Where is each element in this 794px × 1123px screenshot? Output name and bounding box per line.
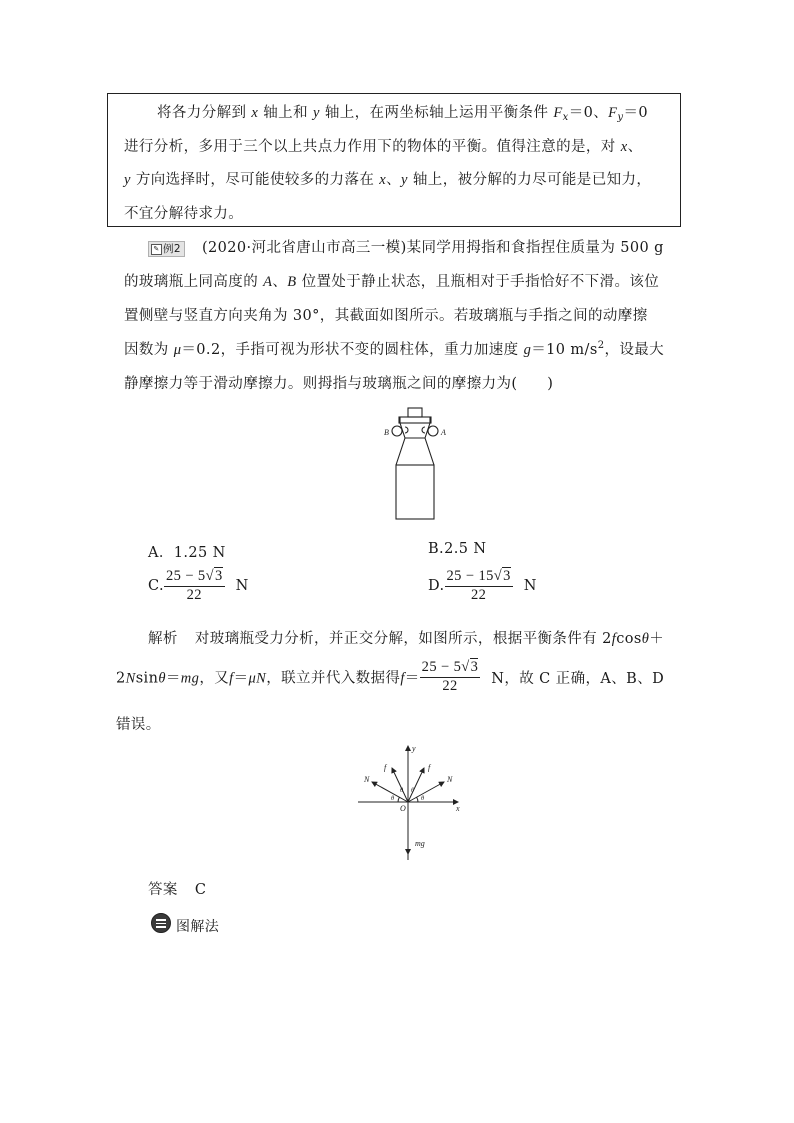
text: 、 — [386, 172, 402, 188]
var-theta: θ — [158, 670, 166, 687]
point-a: A — [263, 274, 273, 290]
text: 的玻璃瓶上同高度的 — [124, 274, 259, 290]
text: 轴上，在两坐标轴上运用平衡条件 — [324, 105, 549, 121]
label-b: B — [384, 428, 389, 437]
denominator: 22 — [442, 678, 458, 694]
bottle-collar — [399, 417, 431, 423]
text: (2020·河北省唐山市高三一模)某同学用拇指和食指捏住质量为 500 g — [202, 240, 664, 256]
angle-mark-left — [405, 427, 408, 433]
solution-fraction — [420, 659, 481, 695]
label-theta-2: θ — [400, 787, 404, 794]
text: 、 — [272, 274, 288, 290]
example-tag-label: 例2 — [163, 243, 181, 255]
text: cos — [616, 631, 642, 647]
angle-mark-right — [422, 427, 425, 433]
option-c-prefix: C. — [148, 578, 164, 594]
radicand: 3 — [470, 659, 479, 675]
example-line-4 — [124, 338, 664, 359]
text: ＝ — [165, 670, 181, 687]
text: 不宜分解待求力。 — [124, 206, 244, 222]
sqrt-sign: √ — [461, 659, 470, 675]
var-theta: θ — [641, 631, 650, 647]
finger-right — [428, 426, 438, 436]
text: N，故 C 正确，A、B、D — [491, 670, 665, 687]
method-line-1 — [157, 101, 648, 123]
var-n: N — [125, 670, 136, 687]
var-y: y — [124, 172, 131, 188]
force-fx: F — [553, 105, 563, 121]
var-mg: mg — [180, 670, 200, 687]
example-line-3 — [124, 304, 648, 325]
theta-arc-right — [417, 797, 419, 802]
example-line-2 — [124, 270, 659, 291]
force-diagram — [358, 742, 468, 862]
text: 将各力分解到 — [157, 105, 247, 121]
var-x: x — [379, 172, 387, 188]
text: ，又 — [199, 670, 230, 687]
text: 静摩擦力等于滑动摩擦力。则拇指与玻璃瓶之间的摩擦力为( ) — [124, 376, 554, 392]
option-b-text: B.2.5 N — [428, 541, 487, 557]
text: ＝10 m/s — [531, 342, 598, 358]
var-mu: μ — [173, 342, 182, 358]
option-a-text: A．1.25 N — [148, 545, 226, 561]
text: 轴上，被分解的力尽可能是已知力， — [412, 172, 652, 188]
text: ＝0、 — [568, 105, 609, 121]
text: 轴上和 — [263, 105, 308, 121]
text: 置侧壁与竖直方向夹角为 30°，其截面如图所示。若玻璃瓶与手指之间的动摩擦 — [124, 308, 648, 324]
text: 位置处于静止状态，且瓶相对于手指恰好不下滑。该位 — [301, 274, 660, 290]
list-icon — [151, 913, 171, 933]
solution-line-3 — [116, 713, 161, 734]
numerator: 25 − 5 — [421, 659, 462, 675]
solution-line-1 — [148, 627, 664, 648]
sub-x: x — [562, 112, 569, 123]
denominator: 22 — [186, 587, 202, 603]
answer-label: 答案 — [148, 882, 178, 898]
label-o: O — [400, 804, 406, 813]
option-c-fraction — [164, 568, 225, 604]
var-f: f — [400, 670, 405, 687]
text: ，联立并代入数据得 — [266, 670, 401, 687]
option-d[interactable] — [428, 568, 537, 604]
text: 对玻璃瓶受力分析，并正交分解，如图所示，根据平衡条件有 2 — [194, 631, 612, 647]
solution-label: 解析 — [148, 631, 178, 647]
text: 方向选择时，尽可能使较多的力落在 — [135, 172, 375, 188]
var-g: g — [523, 342, 532, 358]
option-d-prefix: D. — [428, 578, 445, 594]
radicand: 3 — [503, 568, 511, 584]
force-fy: F — [608, 105, 618, 121]
text: ＝ — [404, 670, 420, 687]
text: ，设最大 — [604, 342, 665, 358]
denominator: 22 — [471, 587, 487, 603]
finger-left — [392, 426, 402, 436]
answer-line — [148, 878, 206, 899]
method-line-2 — [124, 135, 642, 156]
label-x: x — [456, 804, 460, 813]
solution-line-2-head — [116, 671, 420, 687]
label-f-left: f — [384, 763, 387, 772]
var-f: f — [611, 631, 617, 647]
example-tag — [148, 241, 185, 257]
superscript: 2 — [597, 340, 605, 351]
method-line-4 — [124, 202, 243, 223]
point-b: B — [287, 274, 297, 290]
bottle-body — [396, 465, 434, 519]
numerator: 25 − 5 — [166, 568, 206, 584]
sub-y: y — [617, 112, 624, 123]
text: ＝0.2，手指可视为形状不变的圆柱体，重力加速度 — [181, 342, 519, 358]
label-theta-4: θ — [421, 795, 425, 802]
bottle-neck-top — [400, 417, 430, 423]
label-n-left: N — [364, 775, 370, 784]
text: 错误。 — [116, 717, 161, 733]
answer-value: C — [194, 882, 207, 898]
method-line-3 — [124, 168, 651, 189]
example-line-1 — [148, 236, 664, 257]
label-y: y — [412, 744, 416, 753]
option-a[interactable] — [148, 541, 226, 562]
var-x: x — [251, 105, 259, 121]
text: ＝ — [233, 670, 249, 687]
example-line-5 — [124, 372, 553, 393]
sqrt-sign: √ — [493, 568, 503, 584]
friction-left — [392, 768, 408, 802]
text: 、 — [627, 139, 643, 155]
bottle-figure — [370, 405, 460, 523]
radicand: 3 — [214, 568, 223, 584]
option-c-unit: N — [235, 578, 249, 594]
label-theta-3: θ — [411, 787, 415, 794]
label-n-right: N — [447, 775, 453, 784]
var-y: y — [313, 105, 320, 121]
var-x: x — [620, 139, 628, 155]
section-title-text: 图解法 — [176, 919, 220, 935]
text: 因数为 — [124, 342, 169, 358]
var-mu-n: μN — [248, 670, 267, 687]
option-d-fraction — [445, 568, 513, 604]
solution-line-2 — [116, 659, 664, 695]
text: ＋ — [649, 631, 665, 647]
bottle-lower-right — [425, 438, 434, 465]
numerator: 25 − 15 — [446, 568, 494, 584]
text: ＝0 — [623, 105, 648, 121]
text: sin — [135, 670, 159, 687]
example-icon: ✎ — [151, 244, 162, 255]
sqrt-sign: √ — [205, 568, 214, 584]
label-f-right: f — [428, 763, 431, 772]
option-c[interactable] — [148, 568, 249, 604]
var-f: f — [229, 670, 234, 687]
bottle-cap — [408, 408, 422, 417]
option-d-unit: N — [523, 578, 537, 594]
text: 2 — [116, 670, 126, 687]
label-a: A — [441, 428, 446, 437]
bottle-lower-left — [396, 438, 405, 465]
label-mg: mg — [415, 839, 425, 848]
theta-arc-left — [398, 797, 400, 802]
text: 进行分析，多用于三个以上共点力作用下的物体的平衡。值得注意的是，对 — [124, 139, 616, 155]
option-b[interactable] — [428, 541, 486, 557]
section-title — [176, 916, 219, 936]
var-y: y — [401, 172, 408, 188]
label-theta-1: θ — [391, 795, 395, 802]
